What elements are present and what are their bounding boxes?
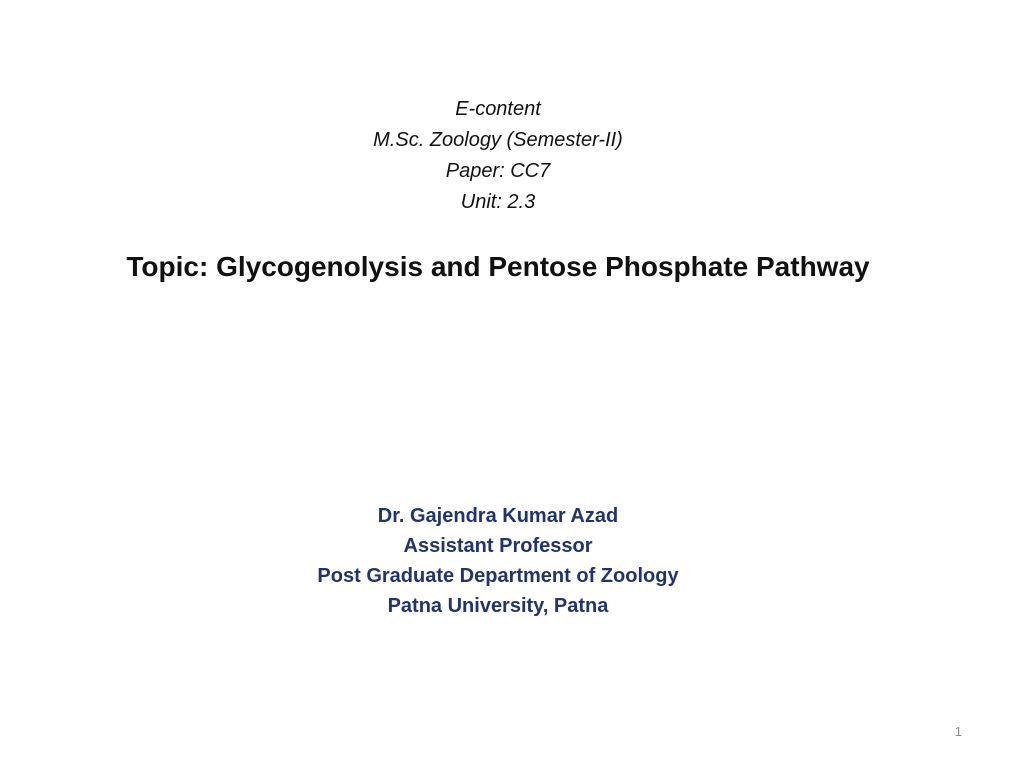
unit-number: Unit: 2.3: [460, 191, 536, 213]
author-name: Dr. Gajendra Kumar Azad: [377, 505, 619, 527]
author-institution: Patna University, Patna: [387, 595, 609, 617]
paper-code: Paper: CC7: [445, 160, 551, 182]
page-number: 1: [954, 724, 962, 739]
course-name: M.Sc. Zoology (Semester-II): [373, 129, 623, 151]
author-department: Post Graduate Department of Zoology: [317, 565, 679, 587]
econtent-label: E-content: [455, 98, 541, 120]
topic-title: Topic: Glycogenolysis and Pentose Phosphate Pathway: [126, 251, 870, 282]
author-designation: Assistant Professor: [403, 535, 593, 557]
course-info-block: [0, 94, 996, 218]
author-info-block: [0, 501, 996, 621]
